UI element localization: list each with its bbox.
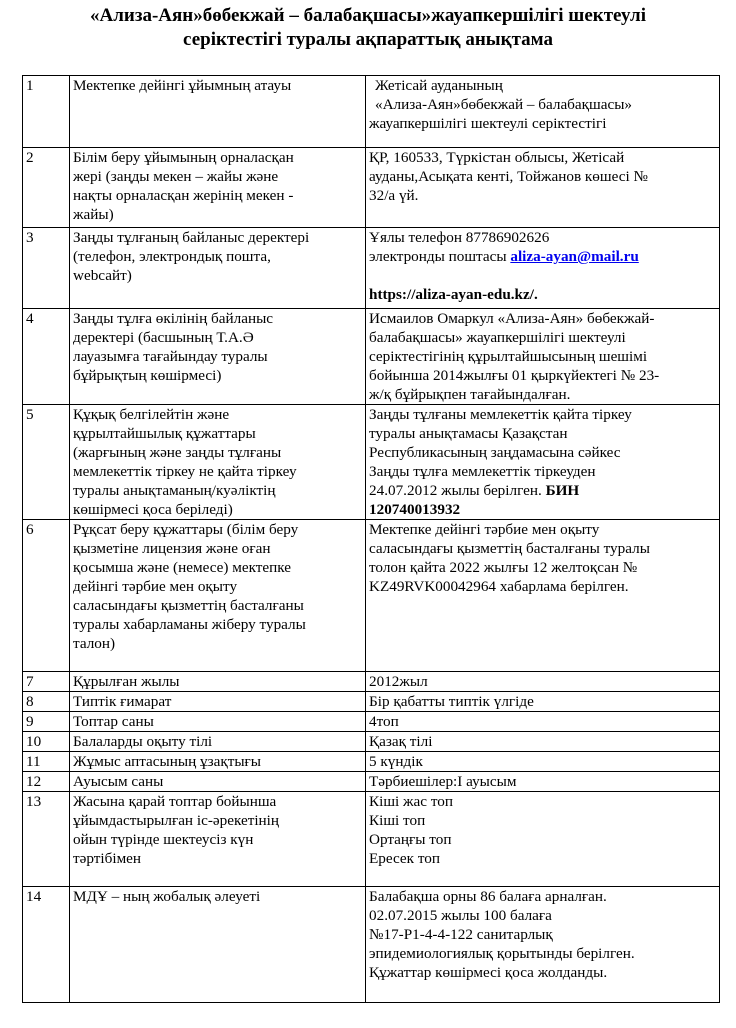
row-value <box>366 309 720 405</box>
row-value-line: Исмаилов Омаркул «Ализа-Аян» бөбекжай- <box>369 310 655 327</box>
row-label-line: Мектепке дейінгі ұйымның атауы <box>73 77 292 94</box>
row-label-line: Құқық белгілейтін және <box>73 406 230 423</box>
row-label <box>70 228 366 309</box>
table-row <box>23 148 720 228</box>
row-label-line: жері (заңды мекен – жайы және <box>73 168 279 185</box>
row-label <box>70 309 366 405</box>
row-number: 12 <box>23 772 70 792</box>
row-label-line: дейінгі тәрбие мен оқыту <box>73 578 238 595</box>
row-number: 3 <box>23 228 70 309</box>
row-value-line: №17-Р1-4-4-122 санитарлық <box>369 926 553 943</box>
row-value-line: 4топ <box>369 713 399 730</box>
row-label-line: бұйрықтың көшірмесі) <box>73 367 222 384</box>
row-label <box>70 887 366 1003</box>
email-line <box>369 247 716 266</box>
row-value <box>366 228 720 309</box>
table-row <box>23 692 720 712</box>
row-label-line: МДҰ – ның жобалық әлеуеті <box>73 888 261 905</box>
table-row <box>23 772 720 792</box>
table-row <box>23 712 720 732</box>
bin-number: 120740013932 <box>369 501 461 518</box>
row-value-line: Балабақша орны 86 балаға арналған. <box>369 888 607 905</box>
row-value-line: Заңды тұлға мемлекеттік тіркеуден <box>369 463 596 480</box>
row-value-line: Жетісай ауданының <box>375 77 503 94</box>
row-label <box>70 672 366 692</box>
row-number: 5 <box>23 405 70 520</box>
row-value <box>366 520 720 672</box>
table-row <box>23 792 720 887</box>
phone-number: Ұялы телефон 87786902626 <box>369 229 550 246</box>
row-label-line: жайы) <box>73 206 114 223</box>
row-value <box>366 772 720 792</box>
row-label-line: Заңды тұлға өкілінің байланыс <box>73 310 274 327</box>
table-row <box>23 405 720 520</box>
email-prefix: электронды поштасы <box>369 248 511 265</box>
row-value-line: бойынша 2014жылғы 01 қыркүйектегі № 23- <box>369 367 660 384</box>
row-number: 14 <box>23 887 70 1003</box>
title-line-2: серіктестігі туралы ақпараттық анықтама <box>183 29 553 50</box>
row-value-line: Кіші топ <box>369 812 426 829</box>
row-label-line: көшірмесі қоса беріледі) <box>73 501 233 518</box>
row-label-line: құрылтайшылық құжаттары <box>73 425 256 442</box>
row-value-line: Кіші жас топ <box>369 793 453 810</box>
row-label-line: webсайт) <box>73 267 132 284</box>
row-label-line: Жұмыс аптасының ұзақтығы <box>73 753 261 770</box>
row-value-line: туралы анықтамасы Қазақстан <box>369 425 568 442</box>
row-label-line: туралы хабарламаны жіберу туралы <box>73 616 306 633</box>
row-value-line: Ересек топ <box>369 850 440 867</box>
table-row <box>23 76 720 148</box>
row-value-line: серіктестігінің құрылтайшысының шешімі <box>369 348 648 365</box>
row-label-line: Типтік ғимарат <box>73 693 172 710</box>
row-label-line: Білім беру ұйымының орналасқан <box>73 149 294 166</box>
row-label <box>70 752 366 772</box>
row-value-line: Ортаңғы топ <box>369 831 452 848</box>
row-value-line: «Ализа-Аян»бөбекжай – балабақшасы» <box>375 96 633 113</box>
row-label-line: Ауысым саны <box>73 773 164 790</box>
row-value <box>366 792 720 887</box>
row-value-line: эпидемиологиялық қорытынды берілген. <box>369 945 635 962</box>
row-value-line: толон қайта 2022 жылғы 12 желтоқсан № <box>369 559 638 576</box>
row-value-line: Құжаттар көшірмесі қоса жолданды. <box>369 964 608 981</box>
row-label-line: лауазымға тағайындау туралы <box>73 348 268 365</box>
row-label-line: Құрылған жылы <box>73 673 180 690</box>
row-label <box>70 712 366 732</box>
row-label <box>70 76 366 148</box>
row-value-line: 32/а үй. <box>369 187 419 204</box>
row-label-line: Жасына қарай топтар бойынша <box>73 793 277 810</box>
table-row <box>23 228 720 309</box>
row-value <box>366 887 720 1003</box>
row-label-line: мемлекеттік тіркеу не қайта тіркеу <box>73 463 297 480</box>
row-value-line: жауапкершілігі шектеулі серіктестігі <box>369 115 607 132</box>
info-table <box>22 75 720 1003</box>
email-link[interactable]: aliza-ayan@mail.ru <box>510 248 639 265</box>
table-row <box>23 752 720 772</box>
table-row <box>23 520 720 672</box>
table-row <box>23 672 720 692</box>
row-value-line: Мектепке дейінгі тәрбие мен оқыту <box>369 521 600 538</box>
row-value-line: ж/қ бұйрықпен тағайындалған. <box>369 386 571 403</box>
row-value-line: Тәрбиешілер:I ауысым <box>369 773 517 790</box>
table-row <box>23 887 720 1003</box>
row-value <box>366 712 720 732</box>
row-value <box>366 692 720 712</box>
row-value-line: KZ49RVK00042964 хабарлама берілген. <box>369 578 629 595</box>
title-line-1: «Ализа-Аян»бөбекжай – балабақшасы»жауапкершілігі шектеулі <box>89 5 646 26</box>
row-number: 8 <box>23 692 70 712</box>
row-number: 11 <box>23 752 70 772</box>
row-value-line: Қазақ тілі <box>369 733 433 750</box>
row-label-line: қосымша және (немесе) мектепке <box>73 559 291 576</box>
bin-label: БИН <box>545 482 580 499</box>
row-label <box>70 148 366 228</box>
row-label-line: нақты орналасқан жерінің мекен - <box>73 187 294 204</box>
row-value-line: ауданы,Асықата кенті, Тойжанов көшесі № <box>369 168 648 185</box>
row-label-line: тәртібімен <box>73 850 142 867</box>
row-label-line: Топтар саны <box>73 713 154 730</box>
row-label <box>70 792 366 887</box>
website-url: https://aliza-ayan-edu.kz/. <box>369 286 538 303</box>
row-label <box>70 772 366 792</box>
row-label <box>70 732 366 752</box>
row-label-line: ұйымдастырылған іс-әрекетінің <box>73 812 280 829</box>
row-label <box>70 405 366 520</box>
row-value-line: балабақшасы» жауапкершілігі шектеулі <box>369 329 626 346</box>
row-label-line: саласындағы қызметтің басталғаны <box>73 597 304 614</box>
row-label <box>70 520 366 672</box>
row-number: 7 <box>23 672 70 692</box>
row-number: 13 <box>23 792 70 887</box>
row-value <box>366 148 720 228</box>
row-value-line: 5 күндік <box>369 753 423 770</box>
document-title <box>0 4 736 52</box>
row-number: 10 <box>23 732 70 752</box>
row-label-line: Балаларды оқыту тілі <box>73 733 213 750</box>
row-label-line: туралы анықтаманың/куәліктің <box>73 482 276 499</box>
table-row <box>23 309 720 405</box>
blank-line <box>369 266 716 285</box>
row-value-line: 2012жыл <box>369 673 428 690</box>
row-value-line: 02.07.2015 жылы 100 балаға <box>369 907 552 924</box>
row-label-line: деректері (басшының Т.А.Ә <box>73 329 254 346</box>
row-number: 9 <box>23 712 70 732</box>
row-value-line: Бір қабатты типтік үлгіде <box>369 693 534 710</box>
row-label-line: қызметіне лицензия және оған <box>73 540 271 557</box>
row-value <box>366 405 720 520</box>
row-label-line: Заңды тұлғаның байланыс деректері <box>73 229 310 246</box>
row-value-line: Республикасының заңдамасына сәйкес <box>369 444 621 461</box>
row-label-line: (жарғының және заңды тұлғаны <box>73 444 282 461</box>
row-label-line: Рұқсат беру құжаттары (білім беру <box>73 521 299 538</box>
row-label <box>70 692 366 712</box>
row-value-line: Заңды тұлғаны мемлекеттік қайта тіркеу <box>369 406 632 423</box>
row-number: 6 <box>23 520 70 672</box>
row-value-line: саласындағы қызметтің басталғаны туралы <box>369 540 650 557</box>
row-label-line: (телефон, электрондық пошта, <box>73 248 271 265</box>
row-value <box>366 672 720 692</box>
table-row <box>23 732 720 752</box>
row-value <box>366 76 720 148</box>
row-label-line: талон) <box>73 635 116 652</box>
registration-date-line <box>369 481 716 500</box>
row-value <box>366 752 720 772</box>
row-value-line: ҚР, 160533, Түркістан облысы, Жетісай <box>369 149 625 166</box>
row-number: 1 <box>23 76 70 148</box>
row-label-line: ойын түрінде шектеусіз күн <box>73 831 254 848</box>
registration-date: 24.07.2012 жылы берілген. <box>369 482 546 499</box>
row-number: 2 <box>23 148 70 228</box>
row-value <box>366 732 720 752</box>
row-number: 4 <box>23 309 70 405</box>
